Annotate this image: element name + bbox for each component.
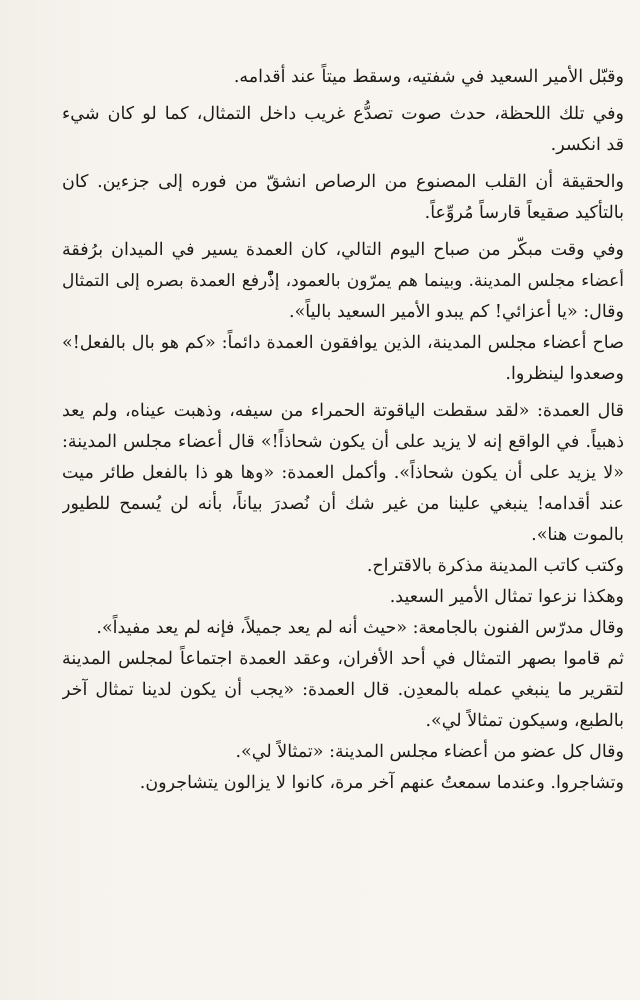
paragraph [62,613,624,644]
paragraph [62,396,624,551]
text-line: وقبّل الأمير السعيد في شفتيه، وسقط ميتاً عند أقدامه. [233,67,624,87]
text-line: ثم قاموا بصهر التمثال في أحد الأفران، وعقد العمدة اجتماعاً لمجلس المدينة [62,649,624,669]
text-line: لتقرير ما ينبغي عمله بالمعدِن. قال العمدة: «يجب أن يكون لدينا تمثال آخر [62,680,624,700]
paragraph [62,737,624,768]
paragraph [62,551,624,582]
text-line: وتشاجروا. وعندما سمعتُ عنهم آخر مرة، كانوا لا يزالون يتشاجرون. [139,773,624,793]
text-line: ذهبياً. في الواقع إنه لا يزيد على أن يكون شحاذاً!» قال أعضاء مجلس المدينة: [62,432,624,452]
text-line: والحقيقة أن القلب المصنوع من الرصاص انشقّ من فوره إلى جزءين. كان [62,172,624,192]
text-line: «لا يزيد على أن يكون شحاذاً». وأكمل العمدة: «وها هو ذا بالفعل طائر ميت [62,463,624,483]
text-line: عند أقدامه! ينبغي علينا من غير شك أن نُصدرَ بياناً، بأنه لن يُسمح للطيور [62,494,624,514]
text-line: قال العمدة: «لقد سقطت الياقوتة الحمراء من سيفه، وذهبت عيناه، ولم يعد [62,401,624,421]
text-line: وفي وقت مبكّر من صباح اليوم التالي، كان العمدة يسير في الميدان برُفقة [62,240,624,260]
text-line: أعضاء مجلس المدينة. وبينما هم يمرّون بالعمود، إذّْرفع العمدة بصره إلى التمثال [62,271,624,291]
text-line: وكتب كاتب المدينة مذكرة بالاقتراح. [366,556,624,576]
text-line: وقال مدرّس الفنون بالجامعة: «حيث أنه لم يعد جميلاً، فإنه لم يعد مفيداً». [96,618,624,638]
paragraph [62,582,624,613]
text-line: وفي تلك اللحظة، حدث صوت تصدُّع غريب داخل التمثال، كما لو كان شيء [62,104,624,124]
text-line: وهكذا نزعوا تمثال الأمير السعيد. [389,587,624,607]
text-line: وقال كل عضو من أعضاء مجلس المدينة: «تمثالاً لي». [235,742,624,762]
paragraph [62,62,624,93]
paragraph [62,235,624,328]
text-line: بالموت هنا». [531,525,624,545]
paragraph [62,644,624,737]
text-line: وقال: «يا أعزائي! كم يبدو الأمير السعيد بالياً». [289,302,624,322]
text-line: قد انكسر. [550,135,624,155]
page-text [62,62,624,799]
paragraph [62,167,624,229]
text-line: وصعدوا لينظروا. [505,364,624,384]
paragraph [62,768,624,799]
text-line: بالتأكيد صقيعاً قارساً مُروِّعاً. [424,203,624,223]
paragraph [62,99,624,161]
text-line: بالطبع، وسيكون تمثالاً لي». [425,711,624,731]
text-line: صاح أعضاء مجلس المدينة، الذين يوافقون العمدة دائماً: «كم هو بال بالفعل!» [62,333,624,353]
paragraph [62,328,624,390]
